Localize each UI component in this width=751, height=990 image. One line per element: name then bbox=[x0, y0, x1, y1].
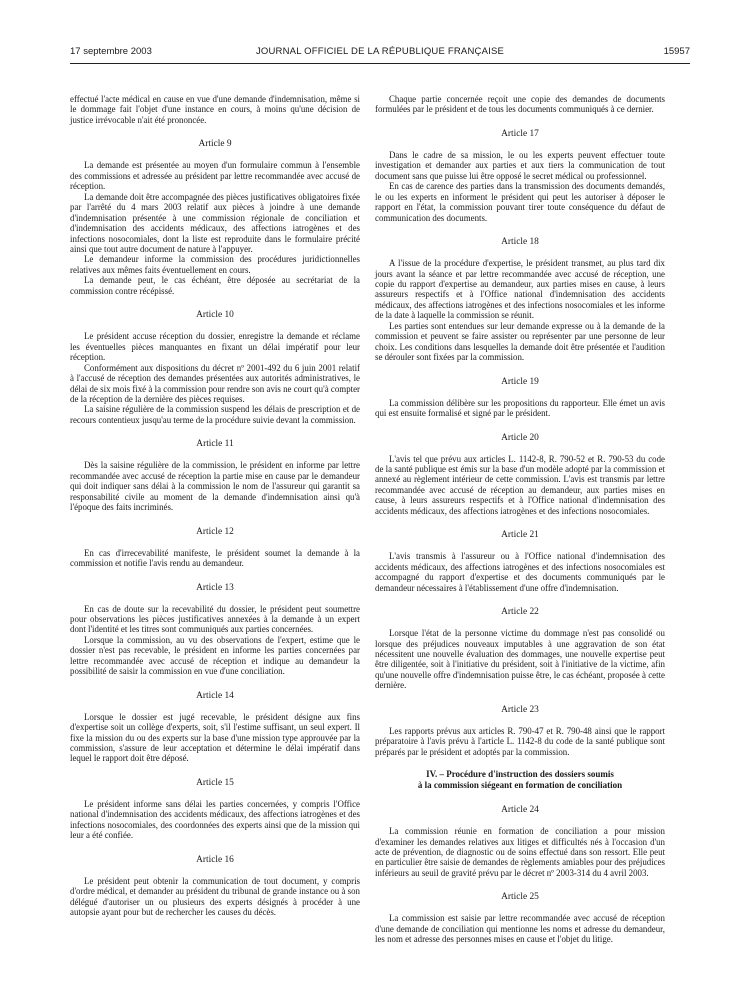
article-15-heading: Article 15 bbox=[196, 777, 234, 788]
article-16-heading: Article 16 bbox=[196, 854, 234, 865]
article-9-paragraph-1: La demande est présentée au moyen d'un formulaire commun à l'ensemble des commissions et adressée au président par lettre recommandée avec accusé de réception. bbox=[70, 160, 360, 192]
article-11-paragraph-1: Dès la saisine régulière de la commission, le président en informe par lettre recommandée avec accusé de réception la partie mise en cause par le demandeur qui doit indiquer sans délai à la commission le nom de l'assureur qui garantit sa responsabilité civile au moment de la demande d'indemnisation ainsi qu'à l'époque des faits incriminés. bbox=[70, 460, 360, 513]
article-22-paragraph-1: Lorsque l'état de la personne victime du dommage n'est pas consolidé ou lorsque des préjudices nouveaux imputables à une aggravation de son état nécessitent une nouvelle évaluation des dommages, une nouvelle expertise peut être diligentée, soit à l'initiative du président, soit à l'initiative de la victime, afin qu'une nouvelle offre d'indemnisation puisse être, le cas échéant, proposée à cette dernière. bbox=[375, 628, 665, 691]
section-4-line-1: IV. – Procédure d'instruction des dossiers soumis bbox=[426, 769, 614, 780]
journal-title: JOURNAL OFFICIEL DE LA RÉPUBLIQUE FRANÇAISE bbox=[255, 46, 505, 57]
left-column bbox=[70, 94, 360, 918]
article-25-paragraph-1: La commission est saisie par lettre recommandée avec accusé de réception d'une demande de conciliation qui mentionne les noms et adresse du demandeur, les nom et adresse des personnes mises en cause et l'objet du litige. bbox=[375, 913, 665, 945]
article-13-heading: Article 13 bbox=[196, 582, 234, 593]
article-23-heading: Article 23 bbox=[501, 704, 539, 715]
article-12-paragraph-1: En cas d'irrecevabilité manifeste, le président soumet la demande à la commission et notifie l'avis rendu au demandeur. bbox=[70, 547, 360, 569]
article-17-paragraph-2: En cas de carence des parties dans la transmission des documents demandés, le ou les experts en informent le président qui peut les autoriser à déposer le rapport en l'état, la commission pouvant tirer toute conséquence du défaut de communication des documents. bbox=[375, 181, 665, 223]
header-date: 17 septembre 2003 bbox=[70, 46, 152, 57]
article-21-heading: Article 21 bbox=[501, 530, 539, 541]
article-19-heading: Article 19 bbox=[501, 376, 539, 387]
page-number: 15957 bbox=[663, 46, 690, 57]
article-18-paragraph-2: Les parties sont entendues sur leur demande expresse ou à la demande de la commission et peuvent se faire assister ou représenter par une personne de leur choix. Les conditions dans lesquelles la demande doit être présentée et l'audition se dérouler sont fixées par la commission. bbox=[375, 320, 665, 363]
article-9-heading: Article 9 bbox=[198, 139, 232, 150]
article-16-paragraph-1: Le président peut obtenir la communication de tout document, y compris d'ordre médical, et demander au président du tribunal de grande instance ou à son délégué d'autoriser un ou plusieurs des experts désignés à procéder à une autopsie ayant pour but de rechercher les causes du décès. bbox=[70, 875, 360, 918]
article-21-paragraph-1: L'avis transmis à l'assureur ou à l'Office national d'indemnisation des accidents médicaux, des affections iatrogènes et des infections nosocomiales est accompagné du rapport d'expertise et des documents communiqués par le demandeur nécessaires à l'établissement d'une offre d'indemnisation. bbox=[375, 551, 665, 593]
article-17-paragraph-1: Dans le cadre de sa mission, le ou les experts peuvent effectuer toute investigation et demander aux parties et aux tiers la communication de tout document sans que puisse lui être opposé le secret médical ou professionnel. bbox=[375, 149, 665, 181]
article-14-heading: Article 14 bbox=[196, 690, 234, 701]
section-4-line-2: à la commission siégeant en formation de conciliation bbox=[417, 780, 623, 791]
article-13-paragraph-1: En cas de doute sur la recevabilité du dossier, le président peut soumettre pour observations les pièces justificatives annexées à la demande à un expert dont l'identité et les titres sont communiqués aux parties concernées. bbox=[70, 603, 360, 635]
article-11-heading: Article 11 bbox=[196, 439, 234, 450]
right-column bbox=[375, 94, 665, 945]
article-17-heading: Article 17 bbox=[501, 128, 539, 139]
article-18-paragraph-1: A l'issue de la procédure d'expertise, le président transmet, au plus tard dix jours avant la séance et par lettre recommandée avec accusé de réception, une copie du rapport d'expertise au demandeur, aux parties mises en cause, à leurs assureurs respectifs et à l'Office national d'indemnisation des accidents médicaux, des affections iatrogènes et des infections nosocomiales et les informe de la date à laquelle la commission se réunit. bbox=[375, 258, 665, 321]
article-14-paragraph-1: Lorsque le dossier est jugé recevable, le président désigne aux fins d'expertise soit un collège d'experts, soit, s'il l'estime suffisant, un seul expert. Il fixe la mission du ou des experts sur la base d'une mission type approuvée par la commission, s'assure de leur acceptation et détermine le délai impératif dans lequel le rapport doit être déposé. bbox=[70, 711, 360, 764]
article-10-paragraph-2: Conformément aux dispositions du décret nº 2001-492 du 6 juin 2001 relatif à l'accusé de réception des demandes présentées aux autorités administratives, le délai de six mois fixé à la commission pour rendre son avis ne court qu'à compter de la réception de la dernière des pièces requises. bbox=[70, 362, 360, 404]
article-24-heading: Article 24 bbox=[501, 805, 539, 816]
article-13-paragraph-2: Lorsque la commission, au vu des observations de l'expert, estime que le dossier n'est pas recevable, le président en informe les parties concernées par lettre recommandée avec accusé de réception et indique au demandeur la possibilité de saisir la commission en vue d'une conciliation. bbox=[70, 634, 360, 677]
article-15-paragraph-1: Le président informe sans délai les parties concernées, y compris l'Office national d'indemnisation des accidents médicaux, des affections iatrogènes et des infections nosocomiales, des coordonnées des experts ainsi que de la mission qui leur a été confiée. bbox=[70, 798, 360, 841]
header-rule bbox=[70, 63, 690, 64]
article-12-heading: Article 12 bbox=[196, 526, 234, 537]
article-18-heading: Article 18 bbox=[501, 237, 539, 248]
article-25-heading: Article 25 bbox=[501, 892, 539, 903]
article-24-paragraph-1: La commission réunie en formation de conciliation a pour mission d'examiner les demandes relatives aux litiges et difficultés nés à l'occasion d'un acte de prévention, de diagnostic ou de soins effectué dans son ressort. Elle peut en particulier être saisie de demandes de règlements amiables pour des préjudices inférieurs au seuil de gravité prévu par le décret nº 2003-314 du 4 avril 2003. bbox=[375, 826, 665, 878]
right-intro-paragraph: Chaque partie concernée reçoit une copie des demandes de documents formulées par le président et de tous les documents communiqués à ce dernier. bbox=[375, 94, 665, 115]
article-10-paragraph-3: La saisine régulière de la commission suspend les délais de prescription et de recours contentieux jusqu'au terme de la procédure suivie devant la commission. bbox=[70, 404, 360, 425]
page-header bbox=[70, 46, 690, 60]
article-22-heading: Article 22 bbox=[501, 607, 539, 618]
article-10-paragraph-1: Le président accuse réception du dossier, enregistre la demande et réclame les éventuelles pièces manquantes en fixant un délai impératif pour leur réception. bbox=[70, 331, 360, 363]
article-10-heading: Article 10 bbox=[196, 310, 234, 321]
article-20-paragraph-1: L'avis tel que prévu aux articles L. 1142-8, R. 790-52 et R. 790-53 du code de la santé publique est émis sur la base d'un modèle adopté par la commission et annexé au règlement intérieur de cette commission. L'avis est transmis par lettre recommandée avec accusé de réception au demandeur, aux parties mises en cause, à leurs assureurs respectifs et à l'Office national d'indemnisation des accidents médicaux, des affections iatrogènes et des infections nosocomiales. bbox=[375, 453, 665, 516]
section-4-heading bbox=[375, 769, 665, 791]
article-9-paragraph-2: La demande doit être accompagnée des pièces justificatives obligatoires fixée par l'arrêté du 4 mars 2003 relatif aux pièces à joindre à une demande d'indemnisation présentée à une commission régionale de conciliation et d'indemnisation des accidents médicaux, des affections iatrogènes et des infections nosocomiales, dont la liste est reproduite dans le formulaire précité ainsi que tout autre document de nature à l'appuyer. bbox=[70, 191, 360, 254]
article-20-heading: Article 20 bbox=[501, 432, 539, 443]
article-9-paragraph-3: Le demandeur informe la commission des procédures juridictionnelles relatives aux mêmes faits éventuellement en cours. bbox=[70, 254, 360, 275]
article-23-paragraph-1: Les rapports prévus aux articles R. 790-47 et R. 790-48 ainsi que le rapport préparatoire à l'avis prévu à l'article L. 1142-8 du code de la santé publique sont préparés par le président et adoptés par la commission. bbox=[375, 725, 665, 757]
left-intro-paragraph: effectué l'acte médical en cause en vue d'une demande d'indemnisation, même si le dommage fait l'objet d'une instance en cours, à moins qu'une décision de justice irrévocable n'ait été prononcée. bbox=[70, 94, 360, 125]
article-19-paragraph-1: La commission délibère sur les propositions du rapporteur. Elle émet un avis qui est ensuite formalisé et signé par le président. bbox=[375, 397, 665, 419]
article-9-paragraph-4: La demande peut, le cas échéant, être déposée au secrétariat de la commission contre récépissé. bbox=[70, 275, 360, 296]
